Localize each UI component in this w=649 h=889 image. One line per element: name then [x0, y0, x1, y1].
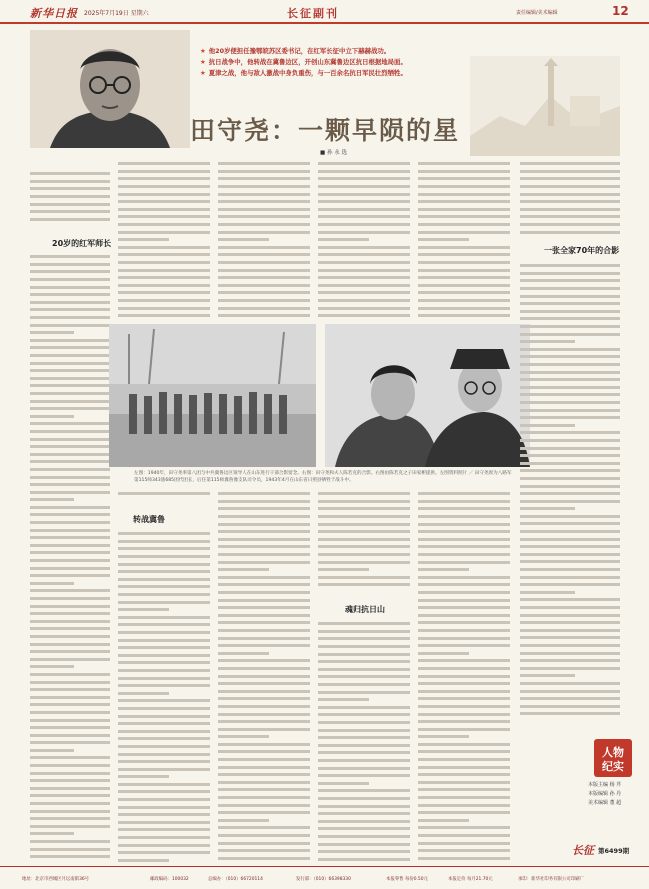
text-block	[30, 170, 110, 223]
footer-address: 地址：北京市西城区月坛南街36号	[22, 877, 90, 882]
editor-line: 美术编辑 董 超	[588, 800, 622, 806]
footer-retail: 本报零售 每份0.50元	[386, 877, 428, 882]
body-column	[520, 262, 620, 722]
body-column	[30, 253, 110, 863]
body-column	[318, 490, 410, 590]
page-number: 12	[612, 4, 629, 18]
text-block	[318, 160, 410, 319]
body-column	[520, 160, 620, 240]
text-block	[30, 253, 110, 861]
subhead-3: 魂归抗日山	[345, 605, 385, 614]
responsible-editor: 责任编辑/美术编辑	[516, 10, 558, 16]
article-byline: ■ 孙 永 选	[320, 150, 347, 156]
editor-line: 本版主编 杨 芹	[588, 782, 622, 788]
text-block	[418, 160, 510, 319]
newspaper-logo: 新华日报	[30, 7, 78, 20]
text-block	[418, 490, 510, 862]
summary-bullet: ★ 抗日战争中，他转战在冀鲁边区，开创山东冀鲁边区抗日根据地局面。	[200, 58, 407, 66]
footer-postcode: 邮政编码：100032	[150, 877, 189, 882]
subhead-1: 20岁的红军师长	[52, 239, 112, 248]
brand-mark: 长征	[572, 844, 594, 857]
editor-credits	[588, 781, 621, 808]
badge-text-1: 人物	[602, 746, 624, 759]
text-block	[318, 620, 410, 863]
couple-photo	[325, 324, 530, 467]
text-block	[218, 490, 310, 862]
text-block	[118, 490, 210, 498]
footer-printer: 承印：新华社印务有限公司印刷厂	[518, 877, 584, 882]
star-icon: ★	[200, 47, 206, 55]
body-column	[418, 490, 510, 865]
subhead-2: 转战冀鲁	[133, 515, 165, 524]
footer-distribution: 发行部：（010）66398330	[296, 877, 351, 882]
article-title: 田守尧：一颗早陨的星	[190, 116, 461, 145]
issue-date: 2025年7月19日 星期六	[84, 10, 149, 17]
body-column	[418, 160, 510, 320]
body-column	[30, 170, 110, 230]
section-title: 长征副刊	[287, 7, 339, 20]
text-block	[520, 262, 620, 718]
issue-number: 第6499期	[598, 847, 630, 855]
body-column	[218, 490, 310, 865]
footer-price: 本报定价 每月21.70元	[448, 877, 493, 882]
editor-line: 本版编辑 孙 丹	[588, 791, 622, 797]
star-icon: ★	[200, 69, 206, 77]
monument-decoration	[470, 56, 620, 156]
group-photo	[109, 324, 316, 467]
body-column	[218, 160, 310, 320]
page-footer	[0, 866, 649, 889]
portrait-image	[30, 30, 190, 148]
body-column	[118, 490, 210, 502]
masthead	[0, 0, 649, 24]
summary-bullet: ★ 夏津之战，他与敌人激战中身负重伤，与一百余名抗日军民壮烈牺牲。	[200, 69, 407, 77]
text-block	[318, 490, 410, 589]
star-icon: ★	[200, 58, 206, 66]
body-column	[318, 620, 410, 865]
text-block	[520, 160, 620, 236]
body-column	[118, 530, 210, 865]
text-block	[118, 530, 210, 864]
photo-caption: 左图：1940年，田守尧率第八团与中共冀鲁边区领导人在山东进行干部合影留念。右图：田守尧和夫人陈若克的合影。右图由陈若克之子田家彬提供。左图资料照片 ／ 田守尧原为八路军第115师343旅685团代团长，后任第115师冀鲁豫支队司令员，1943年4月在山东省日照县牺牲于战斗中。	[134, 471, 512, 483]
series-badge	[590, 735, 636, 781]
subhead-4: 一张全家70年的合影	[544, 246, 620, 255]
body-column	[118, 160, 210, 320]
text-block	[118, 160, 210, 319]
summary-bullet: ★ 他20岁便担任豫鄂皖苏区委书记，在红军长征中立下赫赫战功。	[200, 47, 391, 55]
footer-office: 总编办：（010）66720114	[208, 877, 263, 882]
body-column	[318, 160, 410, 320]
text-block	[218, 160, 310, 319]
badge-text-2: 纪实	[602, 760, 624, 773]
